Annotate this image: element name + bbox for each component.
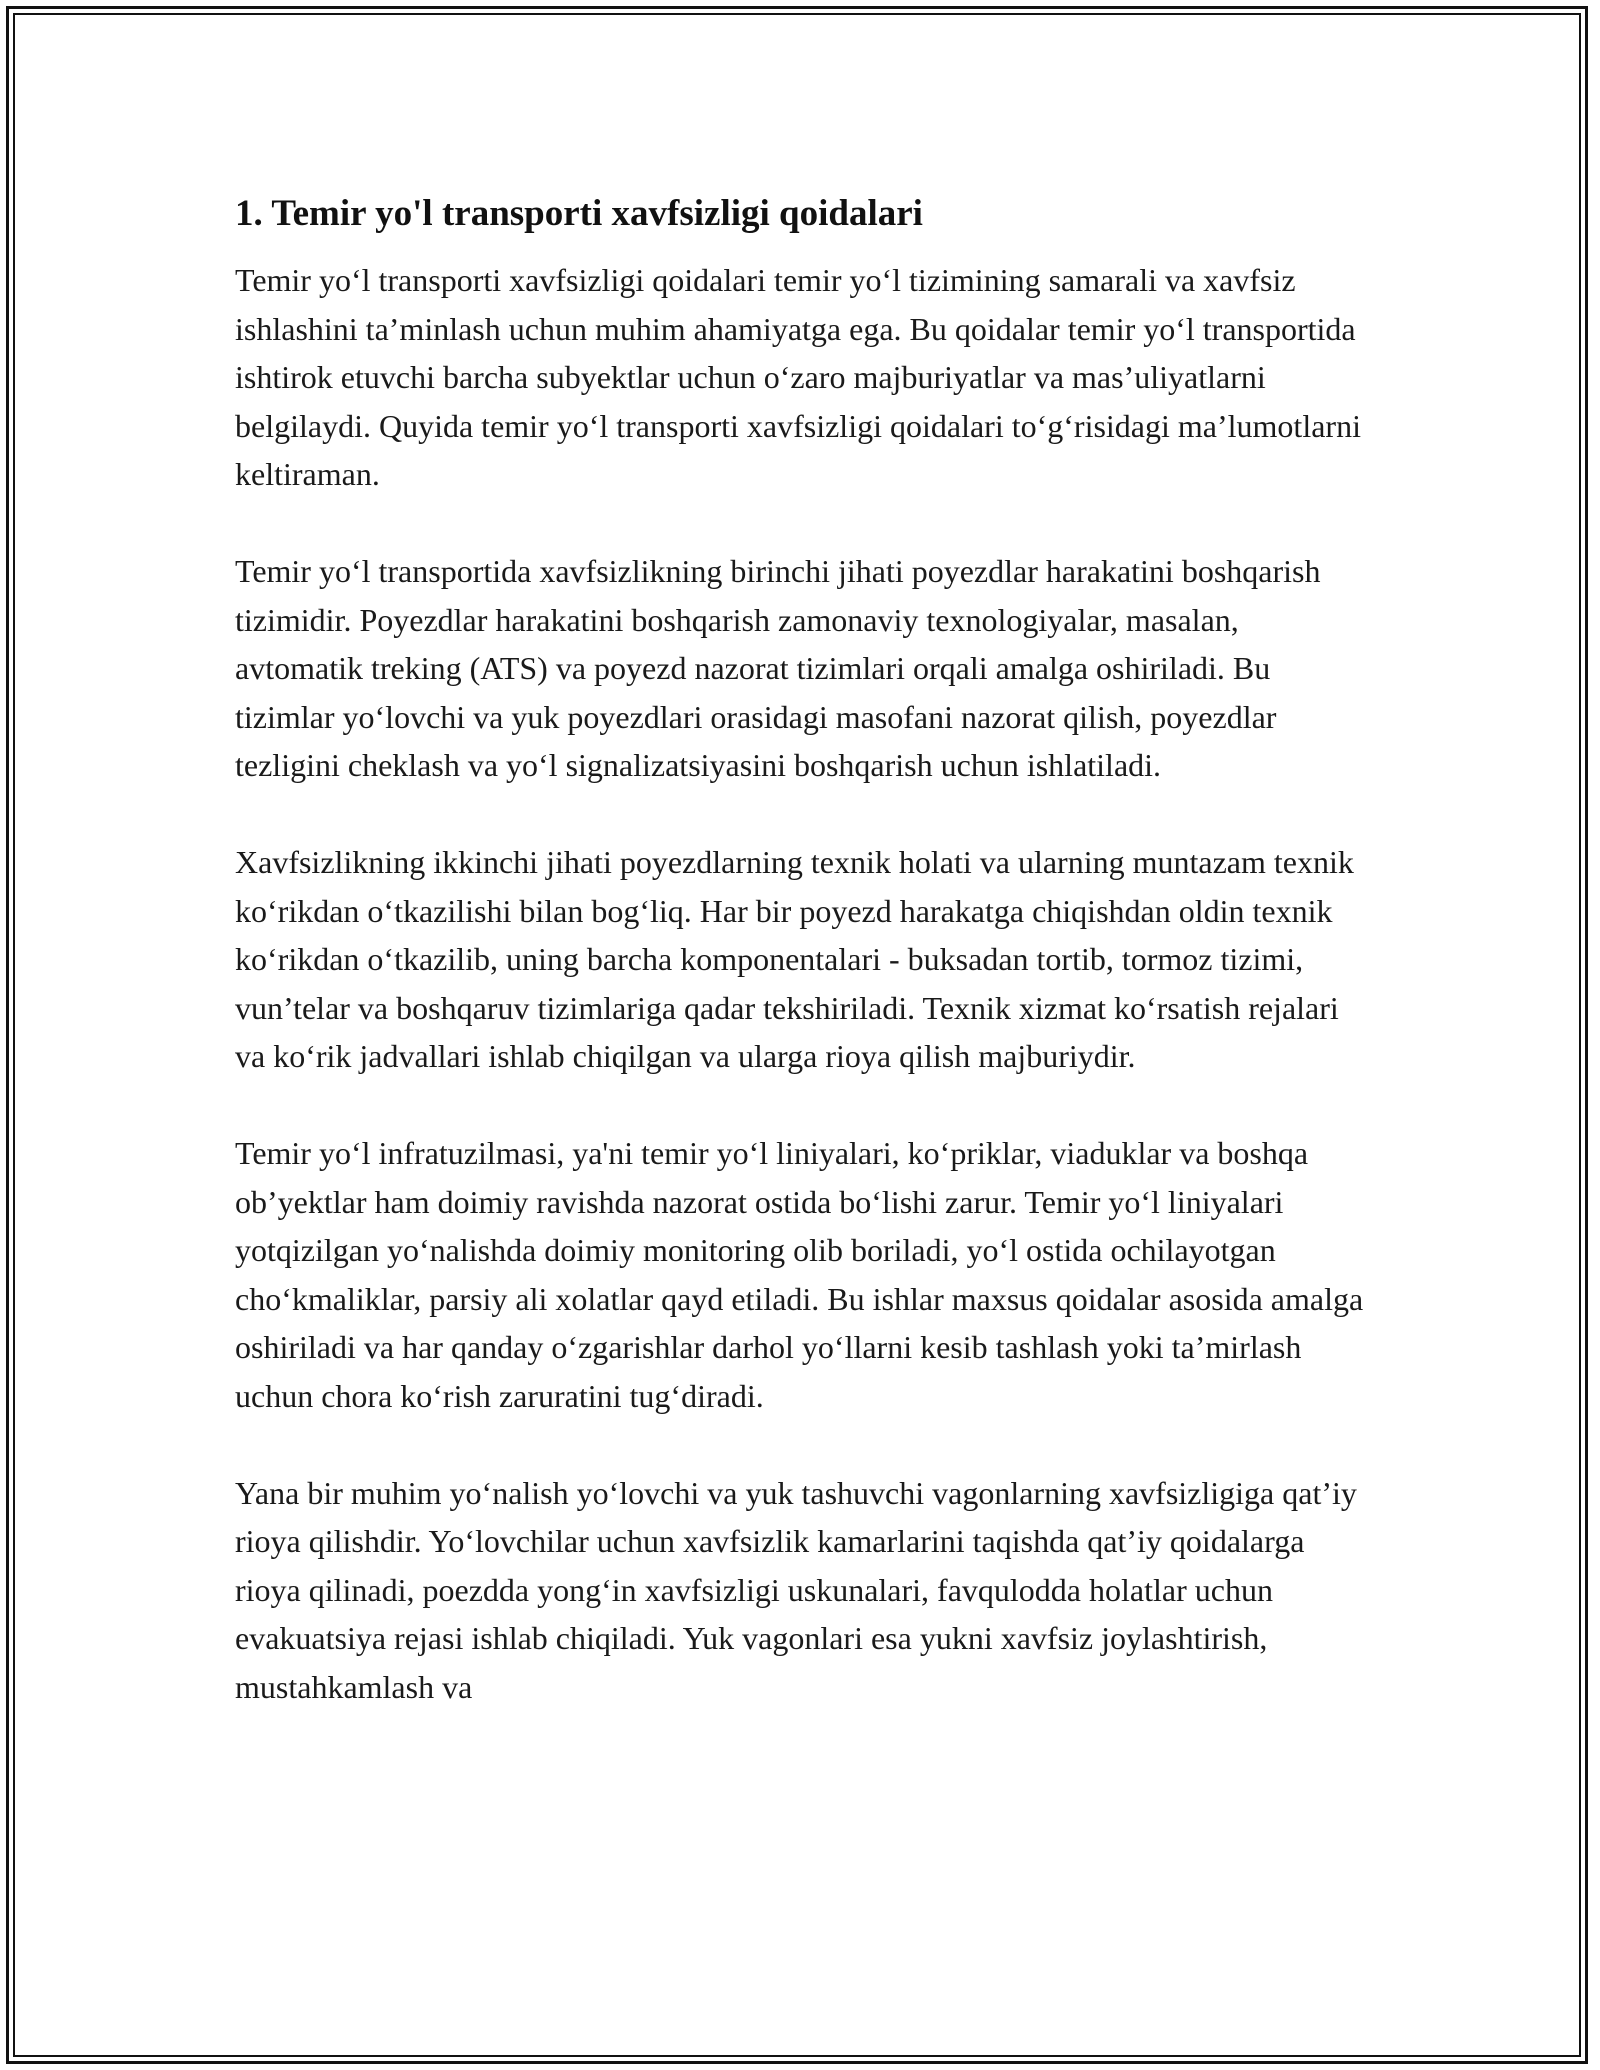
paragraph-3: Xavfsizlikning ikkinchi jihati poyezdlarning texnik holati va ularning muntazam texnik ko‘rikdan o‘tkazilishi bilan bog‘liq. Har bir poyezd harakatga chiqishdan oldin texnik ko‘rikdan o‘tkazilib, uning barcha komponentalari - buksadan tortib, tormoz tizimi, vun’telar va boshqaruv tizimlariga qadar tekshiriladi. Texnik xizmat ko‘rsatish rejalari va ko‘rik jadvallari ishlab chiqilgan va ularga rioya qilish majburiydir.	[235, 844, 1354, 1074]
paragraph-1: Temir yo‘l transporti xavfsizligi qoidalari temir yo‘l tizimining samarali va xavfsiz ishlashini ta’minlash uchun muhim ahamiyatga ega. Bu qoidalar temir yo‘l transportida ishtirok etuvchi barcha subyektlar uchun o‘zaro majburiyatlar va mas’uliyatlarni belgilaydi. Quyida temir yo‘l transporti xavfsizligi qoidalari to‘g‘risidagi ma’lumotlarni keltiraman.	[235, 262, 1361, 492]
paragraph-5: Yana bir muhim yo‘nalish yo‘lovchi va yuk tashuvchi vagonlarning xavfsizligiga qat’iy rioya qilishdir. Yo‘lovchilar uchun xavfsizlik kamarlarini taqishda qat’iy qoidalarga rioya qilinadi, poezdda yong‘in xavfsizligi uskunalari, favqulodda holatlar uchun evakuatsiya rejasi ishlab chiqiladi. Yuk vagonlari esa yukni xavfsiz joylashtirish, mustahkamlash va	[235, 1474, 1357, 1705]
paragraph-4: Temir yo‘l infratuzilmasi, ya'ni temir yo‘l liniyalari, ko‘priklar, viaduklar va boshqa ob’yektlar ham doimiy ravishda nazorat ostida bo‘lishi zarur. Temir yo‘l liniyalari yotqizilgan yo‘nalishda doimiy monitoring olib boriladi, yo‘l ostida ochilayotgan cho‘kmaliklar, parsiy ali xolatlar qayd etiladi. Bu ishlar maxsus qoidalar asosida amalga oshiriladi va har qanday o‘zgarishlar darhol yo‘llarni kesib tashlash yoki ta’mirlash uchun chora ko‘rish zaruratini tug‘diradi.	[235, 1135, 1364, 1414]
document-body	[235, 190, 1370, 1760]
section-heading: 1. Temir yo'l transporti xavfsizligi qoidalari	[235, 193, 923, 234]
paragraph-2: Temir yo‘l transportida xavfsizlikning birinchi jihati poyezdlar harakatini boshqarish tizimidir. Poyezdlar harakatini boshqarish zamonaviy texnologiyalar, masalan, avtomatik treking (ATS) va poyezd nazorat tizimlari orqali amalga oshiriladi. Bu tizimlar yo‘lovchi va yuk poyezdlari orasidagi masofani nazorat qilish, poyezdlar tezligini cheklash va yo‘l signalizatsiyasini boshqarish uchun ishlatiladi.	[235, 553, 1321, 783]
